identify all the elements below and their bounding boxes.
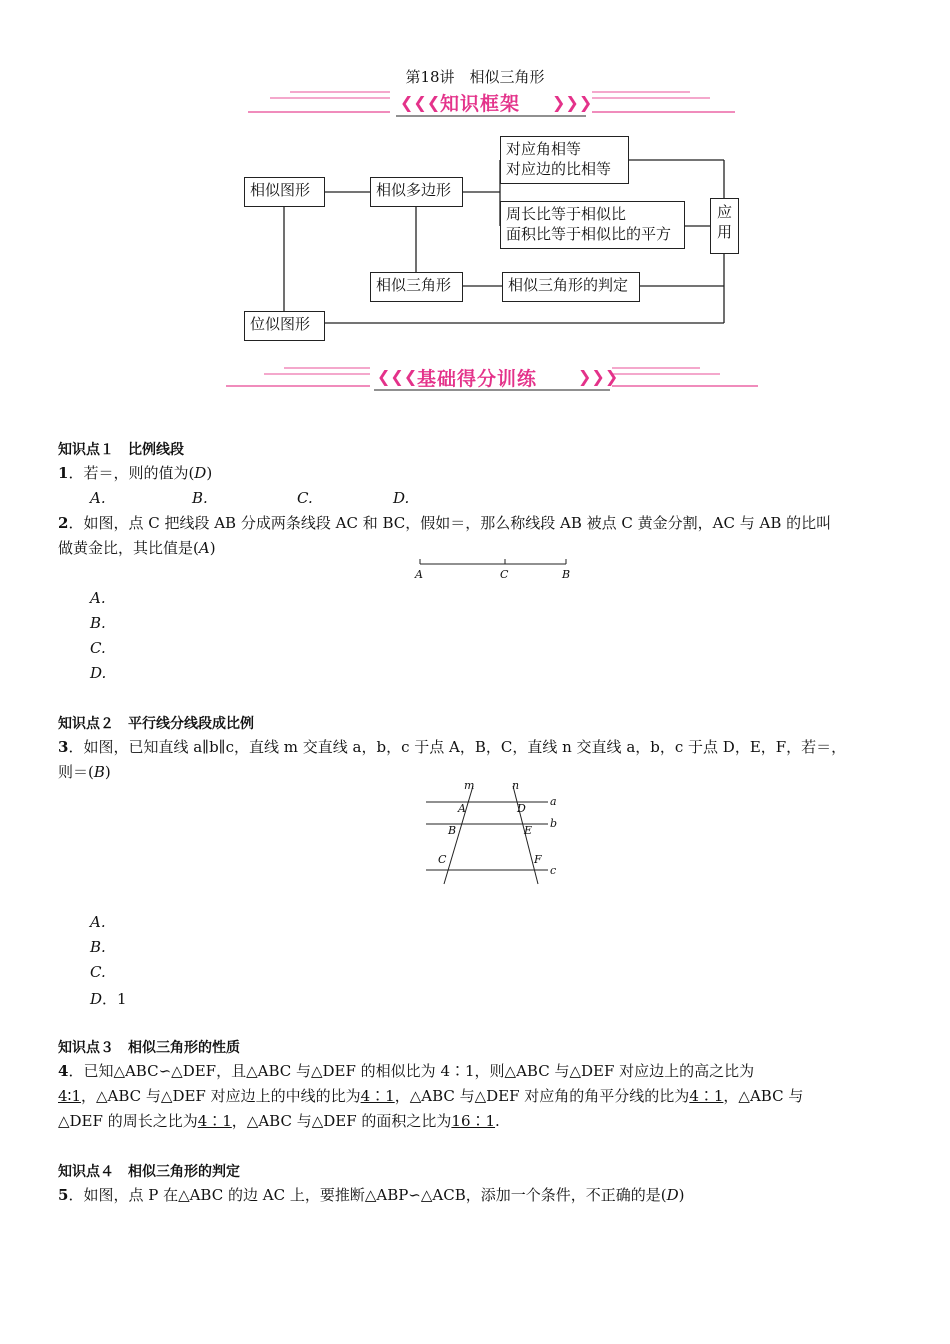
q3-option-d <box>90 988 127 1009</box>
question-4-text-2b: ，△ABC 与△DEF 对应角的角平分线的比为 <box>394 1087 690 1105</box>
banner-knowledge-framework: 知识框架 <box>440 93 521 115</box>
question-2-text: ．如图，点 C 把线段 AB 分成两条线段 AC 和 BC，假如＝，那么称线段 AB 被点 C 黄金分割，AC 与 AB 的比叫 <box>68 514 832 532</box>
question-5-close: ) <box>678 1186 685 1204</box>
q3-label-point-b: B <box>448 824 457 837</box>
application-char-2: 用 <box>716 223 732 241</box>
question-4-text-2c: ，△ABC 与 <box>723 1087 804 1105</box>
node-property-angles-sides <box>500 136 629 184</box>
q3-option-d-label: D <box>90 990 103 1008</box>
svg-text:❯❯❯: ❯❯❯ <box>578 367 619 386</box>
q3-label-line-a: a <box>550 795 557 808</box>
question-5-answer: D <box>666 1186 679 1204</box>
q2-label-c: C <box>500 568 509 581</box>
q2-option-c: C. <box>90 639 106 657</box>
question-4-line-1 <box>58 1059 754 1083</box>
question-1-answer: D <box>194 464 207 482</box>
q1-option-d: D. <box>393 489 410 507</box>
property-line-3: 周长比等于相似比 <box>506 205 627 223</box>
q3-option-a: A. <box>90 913 106 931</box>
question-2-line-1 <box>58 511 831 535</box>
section-3-heading: 知识点３ 相似三角形的性质 <box>58 1040 240 1056</box>
q2-option-a: A. <box>90 589 106 607</box>
question-4-text-1: ．已知△ABC∽△DEF，且△ABC 与△DEF 的相似比为 4∶1，则△ABC 与△DEF 对应边上的高之比为 <box>68 1062 755 1080</box>
q3-label-n: n <box>512 779 520 792</box>
question-4-number: 4 <box>58 1062 69 1080</box>
q3-label-m: m <box>464 779 475 792</box>
q4-answer-medians: 4∶1 <box>360 1087 395 1105</box>
question-3-line-2 <box>58 760 111 784</box>
q3-label-line-b: b <box>550 817 558 830</box>
svg-text:❮❮❮: ❮❮❮ <box>377 367 418 386</box>
property-line-4: 面积比等于相似比的平方 <box>506 225 672 243</box>
question-2-line-2 <box>58 536 216 560</box>
q3-option-c: C. <box>90 963 106 981</box>
question-4-line-3 <box>58 1109 500 1133</box>
section-4-heading: 知识点４ 相似三角形的判定 <box>58 1164 240 1180</box>
property-line-1: 对应角相等 <box>506 140 582 158</box>
q3-label-point-a: A <box>458 802 466 815</box>
question-1-text: ．若＝，则的值为( <box>68 464 195 482</box>
q1-option-a: A. <box>90 489 106 507</box>
question-4-line-2 <box>58 1084 803 1108</box>
q3-option-b: B. <box>90 938 106 956</box>
property-line-2: 对应边的比相等 <box>506 160 612 178</box>
banner-basic-training: 基础得分训练 <box>417 368 538 390</box>
question-5-text: ．如图，点 P 在△ABC 的边 AC 上，要推断△ABP∽△ACB，添加一个条件，不正确的是( <box>68 1186 667 1204</box>
node-property-ratios <box>500 201 685 249</box>
node-triangle-judgement: 相似三角形的判定 <box>502 272 640 302</box>
question-2-number: 2 <box>58 514 69 532</box>
q4-answer-bisectors: 4∶1 <box>689 1087 724 1105</box>
q2-label-b: B <box>562 568 571 581</box>
question-5 <box>58 1183 685 1207</box>
q3-label-point-d: D <box>517 802 526 815</box>
question-4-text-2a: ，△ABC 与△DEF 对应边上的中线的比为 <box>81 1087 361 1105</box>
q1-option-b: B. <box>192 489 208 507</box>
section-2-heading: 知识点２ 平行线分线段成比例 <box>58 716 254 732</box>
question-4-text-3a: △DEF 的周长之比为 <box>58 1112 198 1130</box>
q2-option-b: B. <box>90 614 106 632</box>
q4-answer-heights: 4∶1 <box>58 1087 81 1105</box>
parallel-lines-figure <box>420 778 570 888</box>
svg-text:❯❯❯: ❯❯❯ <box>552 93 593 112</box>
node-similar-triangles: 相似三角形 <box>370 272 463 302</box>
question-2-close: ) <box>209 539 216 557</box>
question-1-number: 1 <box>58 464 69 482</box>
question-2-text-2: 做黄金比，其比值是( <box>58 539 199 557</box>
q3-label-point-c: C <box>438 853 447 866</box>
question-1 <box>58 461 212 485</box>
question-3-text-2: 则＝( <box>58 763 94 781</box>
q3-label-point-f: F <box>534 853 542 866</box>
question-2-answer: A <box>198 539 210 557</box>
node-similar-figures: 相似图形 <box>244 177 325 207</box>
question-1-close: ) <box>206 464 213 482</box>
question-3-line-1 <box>58 735 846 759</box>
q2-label-a: A <box>415 568 423 581</box>
node-homothetic-figures: 位似图形 <box>244 311 325 341</box>
question-3-answer: B <box>93 763 105 781</box>
question-3-number: 3 <box>58 738 69 756</box>
q1-option-c: C. <box>297 489 313 507</box>
question-4-text-3b: ，△ABC 与△DEF 的面积之比为 <box>231 1112 452 1130</box>
q3-label-line-c: c <box>550 864 557 877</box>
q3-label-point-e: E <box>524 824 533 837</box>
question-4-text-3c: . <box>495 1112 500 1130</box>
q4-answer-perimeters: 4∶1 <box>197 1112 232 1130</box>
node-similar-polygons: 相似多边形 <box>370 177 463 207</box>
q4-answer-areas: 16∶1 <box>451 1112 496 1130</box>
lecture-title: 第18讲 相似三角形 <box>405 68 545 86</box>
q2-option-d: D. <box>90 664 107 682</box>
svg-text:❮❮❮: ❮❮❮ <box>400 93 441 112</box>
question-5-number: 5 <box>58 1186 69 1204</box>
question-3-close: ) <box>104 763 111 781</box>
question-3-text: ．如图，已知直线 a∥b∥c，直线 m 交直线 a，b，c 于点 A，B，C，直线 n 交直线 a，b，c 于点 D，E，F，若＝， <box>68 738 847 756</box>
section-1-heading: 知识点１ 比例线段 <box>58 442 184 458</box>
application-char-1: 应 <box>716 203 732 221</box>
q3-option-d-value: ．1 <box>102 990 127 1008</box>
node-application <box>710 198 739 254</box>
golden-section-figure <box>410 555 580 585</box>
